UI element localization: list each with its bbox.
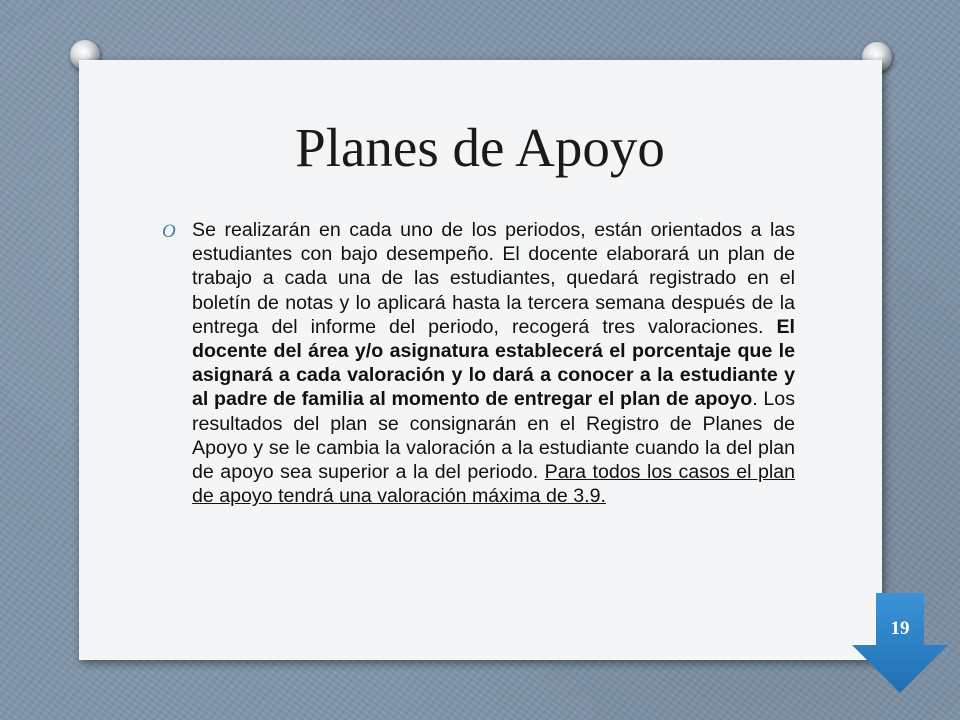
paragraph-underlined-text: Para todos los casos el plan de apoyo tendrá una valoración máxima de 3.9.: [192, 461, 795, 508]
bullet-paragraph: [192, 218, 795, 508]
page-number: 19: [890, 618, 910, 639]
paragraph-text: Se realizarán en cada uno de los periodos, están orientados a las estudiantes con bajo desempeño. El docente elaborará un plan de trabajo a cada una de las estudiantes, quedará registrado en el boletín de notas y lo aplicará hasta la tercera semana después de la entrega del informe del periodo, recogerá tres valoraciones.: [192, 219, 795, 338]
slide-title: Planes de Apoyo: [295, 117, 665, 178]
bullet-marker: O: [162, 221, 176, 242]
paragraph-text-continued: . Los resultados del plan se consignarán en el Registro de Planes de Apoyo y se le cambia la valoración a la estudiante cuando la del plan de apoyo sea superior a la del periodo.: [192, 388, 795, 484]
page-number-arrow-icon: [852, 593, 948, 693]
paragraph-bold-text: El docente del área y/o asignatura establecerá el porcentaje que le asignará a cada valoración y lo dará a conocer a la estudiante y al padre de familia al momento de entregar el plan de apoyo: [192, 315, 795, 411]
